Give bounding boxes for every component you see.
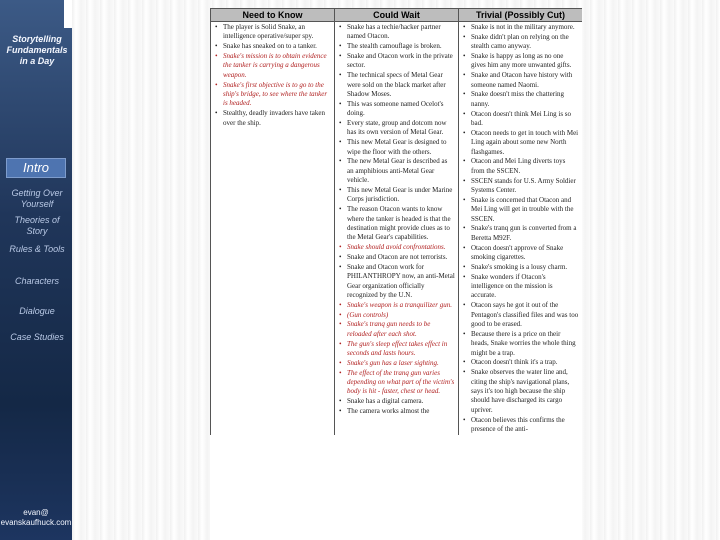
header-need-to-know: Need to Know [211,9,335,22]
header-trivial: Trivial (Possibly Cut) [459,9,583,22]
title-line: Storytelling [12,34,62,44]
list-item: • Snake and Otacon have history with someone named Naomi. [461,71,579,90]
list-item: • Snake and Otacon work in the private sector. [337,52,455,71]
list-item: • Snake is not in the military anymore. [461,23,579,32]
list-item: • Otacon needs to get in touch with Mei Ling again about some new North flashgames. [461,129,579,157]
list-item: • Snake observes the water line and, citing the ship's navigational plans, says it's too high because the ship should have discharged its cargo upriver. [461,368,579,415]
list-item: • Snake is concerned that Otacon and Mei Ling will get in trouble with the SSCEN. [461,196,579,224]
could-wait-list [337,23,455,416]
list-item: • Every state, group and dotcom now has its own version of Metal Gear. [337,119,455,138]
nav-item-intro[interactable]: Intro [6,158,66,178]
list-item: • SSCEN stands for U.S. Army Soldier Systems Center. [461,177,579,196]
sidebar-notch [64,0,72,28]
list-item: • The camera works almost the [337,407,455,416]
footer-line: evan@ [23,508,49,517]
list-item: • Otacon doesn't think it's a trap. [461,358,579,367]
list-item: • Snake's weapon is a tranquilizer gun. [337,301,455,310]
list-item: • Otacon doesn't approve of Snake smoking cigarettes. [461,244,579,263]
need-to-know-list [213,23,331,128]
list-item: • Stealthy, deadly invaders have taken over the ship. [213,109,331,128]
list-item: • The player is Solid Snake, an intelligence operative/super spy. [213,23,331,42]
list-item: • Otacon believes this confirms the presence of the anti- [461,416,579,435]
nav-item-characters[interactable]: Characters [14,276,59,286]
list-item: • Otacon says he got it out of the Pentagon's classified files and was too good to be erased. [461,301,579,329]
list-item: • Snake's first objective is to go to the ship's bridge, to see where the tanker is headed. [213,81,331,109]
nav-item-dialogue[interactable]: Dialogue [19,306,55,316]
list-item: • The stealth camouflage is broken. [337,42,455,51]
presentation-title [2,34,72,67]
list-item: • Snake's mission is to obtain evidence the tanker is carrying a dangerous weapon. [213,52,331,80]
list-item: • Snake and Otacon work for PHILANTHROPY now, an anti-Metal Gear organization officially recognized by the U.N. [337,263,455,301]
column-trivial [459,22,583,435]
header-could-wait: Could Wait [335,9,459,22]
nav-item-theories-of-story[interactable]: Theories of Story [14,215,60,236]
list-item: • Otacon doesn't think Mei Ling is so bad. [461,110,579,129]
list-item: • Snake's tranq gun needs to be reloaded after each shot. [337,320,455,339]
list-item: • Snake's gun has a laser sighting. [337,359,455,368]
list-item: • Snake's tranq gun is converted from a Beretta M92F. [461,224,579,243]
list-item: • Snake and Otacon are not terrorists. [337,253,455,262]
list-item: • This new Metal Gear is designed to wipe the floor with the others. [337,138,455,157]
list-item: • Because there is a price on their heads, Snake worries the whole thing might be a trap. [461,330,579,358]
title-line: in a Day [19,56,55,66]
column-could-wait [335,22,459,435]
list-item: • Snake didn't plan on relying on the stealth camo anyway. [461,33,579,52]
list-item: • This was someone named Ocelot's doing. [337,100,455,119]
list-item: • Snake should avoid confrontations. [337,243,455,252]
list-item: • Snake doesn't miss the chattering nanny. [461,90,579,109]
list-item: • The gun's sleep effect takes effect in seconds and lasts hours. [337,340,455,359]
sidebar [0,0,72,540]
table-header-row [211,9,583,22]
list-item: • (Gun controls) [337,311,455,320]
nav-item-rules-and-tools[interactable]: Rules & Tools [9,244,65,254]
list-item: • Snake wonders if Otacon's intelligence on the mission is accurate. [461,273,579,301]
list-item: • Snake is happy as long as no one gives him any more unwanted gifts. [461,52,579,71]
list-item: • Snake's smoking is a lousy charm. [461,263,579,272]
nav-item-getting-over-yourself[interactable]: Getting Over Yourself [11,188,63,209]
list-item: • Snake has a techie/hacker partner named Otacon. [337,23,455,42]
nav-item-case-studies[interactable]: Case Studies [10,332,64,342]
author-contact [0,508,72,528]
footer-line: evanskaufhuck.com [0,518,72,527]
list-item: • The reason Otacon wants to know where the tanker is headed is that the destination might provide clues as to the Metal Gear's capabilities. [337,205,455,243]
list-item: • The technical specs of Metal Gear were sold on the black market after Shadow Moses. [337,71,455,99]
list-item: • The effect of the tranq gun varies depending on what part of the victim's body is hit - faster, chest or head. [337,369,455,397]
list-item: • The new Metal Gear is described as an amphibious anti-Metal Gear vehicle. [337,157,455,185]
info-table [210,8,582,435]
list-item: • Snake has a digital camera. [337,397,455,406]
document-image [210,8,582,540]
table-row [211,22,583,435]
column-need-to-know [211,22,335,435]
list-item: • This new Metal Gear is under Marine Corps jurisdiction. [337,186,455,205]
list-item: • Snake has sneaked on to a tanker. [213,42,331,51]
title-line: Fundamentals [6,45,68,55]
list-item: • Otacon and Mei Ling diverts toys from the SSCEN. [461,157,579,176]
trivial-list [461,23,579,435]
